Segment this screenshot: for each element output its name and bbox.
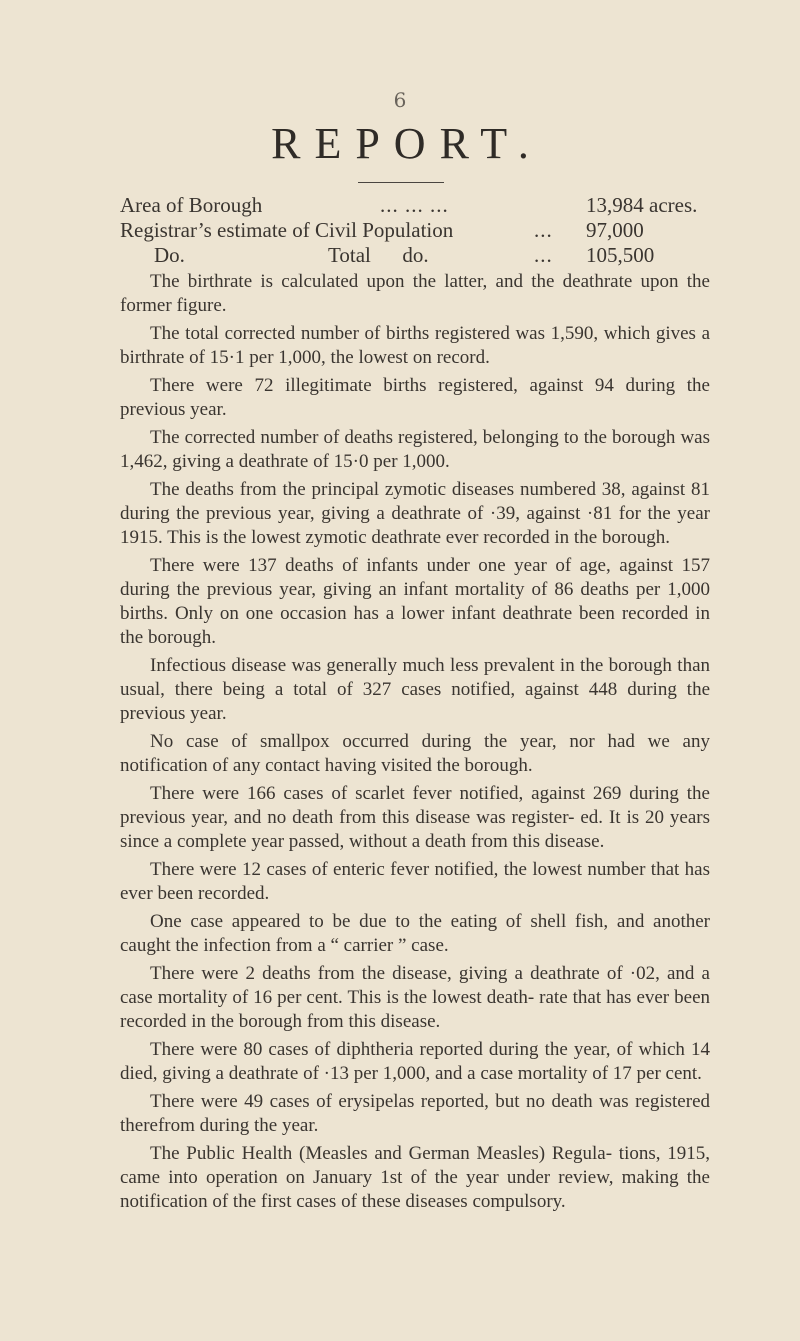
stat-row-civil-population: [120, 218, 720, 243]
paragraph-infant-mortality: There were 137 deaths of infants under one year of age, against 157 during the previous year, giving an infant mortality of 86 deaths per 1,000 births. Only on one occasion has a lower infant deathrate been recorded in the borough.: [120, 555, 710, 648]
stat-label: Registrar’s estimate of Civil Population: [120, 218, 454, 242]
stat-row-area: [120, 193, 720, 218]
paragraph-erysipelas: There were 49 cases of erysipelas reported, but no death was registered therefrom during the year.: [120, 1091, 710, 1136]
paragraph-rates-basis: The birthrate is calculated upon the latter, and the deathrate upon the former figure.: [120, 271, 710, 316]
stat-label: Do.: [154, 243, 185, 267]
paragraph-infectious-disease: Infectious disease was generally much less prevalent in the borough than usual, there being a total of 327 cases notified, against 448 during the previous year.: [120, 655, 710, 724]
paragraph-diphtheria: There were 80 cases of diphtheria reported during the year, of which 14 died, giving a deathrate of ·13 per 1,000, and a case mortality of 17 per cent.: [120, 1039, 710, 1084]
paragraph-enteric-deaths: There were 2 deaths from the disease, giving a deathrate of ·02, and a case mortality of 16 per cent. This is the lowest death- rate that has ever been recorded in the borough from this disease.: [120, 963, 710, 1032]
paragraph-zymotic-diseases: The deaths from the principal zymotic diseases numbered 38, against 81 during the previous year, giving a deathrate of ·39, against ·81 for the year 1915. This is the lowest zymotic deathrate ever recorded in the borough.: [120, 479, 710, 548]
paragraph-measles-regulations: The Public Health (Measles and German Measles) Regula- tions, 1915, came into operation on January 1st of the year under review, making the notification of the first cases of these diseases compulsory.: [120, 1143, 710, 1212]
paragraph-enteric-fever: There were 12 cases of enteric fever notified, the lowest number that has ever been recorded.: [120, 859, 710, 904]
report-body: [120, 270, 710, 1218]
stat-value: 105,500: [586, 243, 655, 267]
stat-value: 97,000: [586, 218, 644, 242]
paragraph-shell-fish: One case appeared to be due to the eating of shell fish, and another caught the infection from a “ carrier ” case.: [120, 911, 710, 956]
page-number: 6: [393, 88, 407, 112]
statistics-table: [120, 193, 720, 268]
stat-mid-label: Total do.: [328, 243, 429, 267]
stat-row-total-population: [120, 243, 720, 268]
report-title: REPORT.: [271, 119, 543, 168]
paragraph-smallpox: No case of smallpox occurred during the year, nor had we any notification of any contact having visited the borough.: [120, 731, 710, 776]
stat-value: 13,984 acres.: [586, 193, 698, 217]
stat-leader-dots: ...: [534, 243, 553, 267]
stat-leader-dots: ... ... ...: [380, 193, 449, 217]
title-underline: [358, 182, 444, 183]
paragraph-illegitimate-births: There were 72 illegitimate births registered, against 94 during the previous year.: [120, 375, 710, 420]
stat-label: Area of Borough: [120, 193, 263, 217]
paragraph-deaths: The corrected number of deaths registered, belonging to the borough was 1,462, giving a deathrate of 15·0 per 1,000.: [120, 427, 710, 472]
paragraph-scarlet-fever: There were 166 cases of scarlet fever notified, against 269 during the previous year, and no death from this disease was register- ed. It is 20 years since a complete year passed, without a death from this disease.: [120, 783, 710, 852]
paragraph-births: The total corrected number of births registered was 1,590, which gives a birthrate of 15·1 per 1,000, the lowest on record.: [120, 323, 710, 368]
stat-leader-dots: ...: [534, 218, 553, 242]
